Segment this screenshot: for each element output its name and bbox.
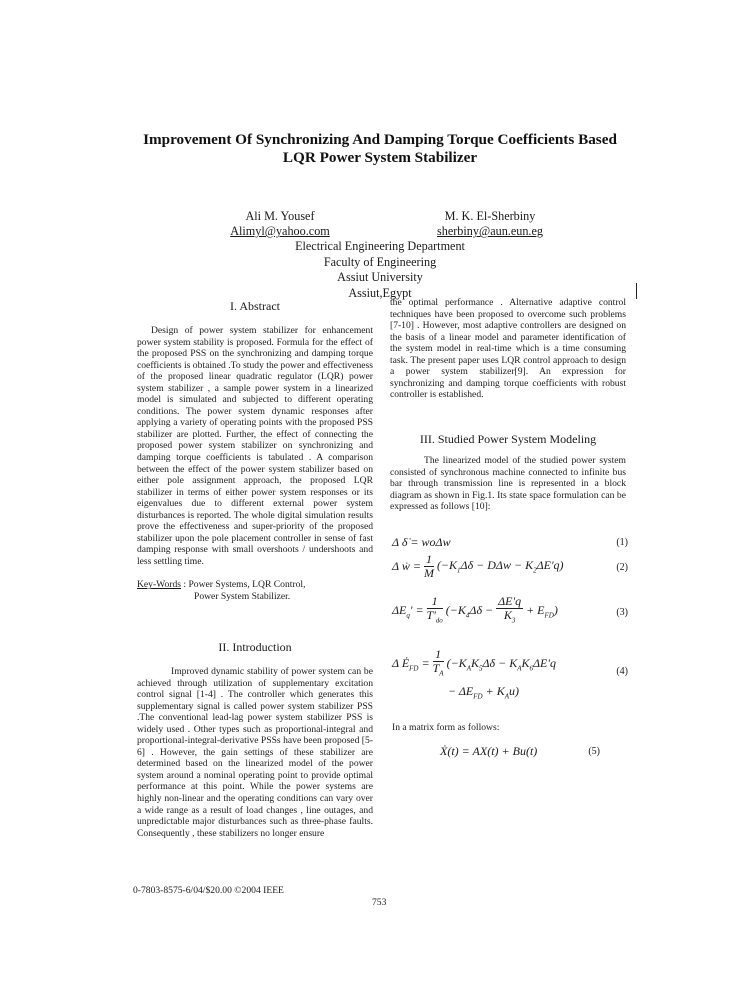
- equation-number: (2): [616, 562, 628, 573]
- abstract-section: [137, 299, 373, 603]
- paper-title: [100, 131, 660, 167]
- equation-number: (5): [588, 746, 600, 757]
- keywords-line-2: Power System Stabilizer.: [194, 591, 291, 603]
- equation-1: Δ δ̇ = woΔw (1): [392, 535, 628, 549]
- introduction-continued: [390, 297, 626, 401]
- modeling-text: The linearized model of the studied power system consisted of synchronous machine connected to infinite bus bar through transmission line is represented in a block diagram as shown in Fig.1. Its state space formulation can be expressed as follows [10]:: [390, 455, 626, 513]
- equation-3: $\Delta E_q'$ = $\frac{1}{T'_{do}}$ ($-K_4\Delta\delta$ − $\frac{\Delta E'q}{K_3}$ + $E_{FD}$) (3): [392, 594, 628, 625]
- equation-number: (1): [616, 537, 628, 548]
- copyright-notice: 0-7803-8575-6/04/$20.00 ©2004 IEEE: [133, 885, 284, 896]
- equation-4: Δ $Ė_{FD}$ = $\frac{1}{T_A}$ ($-K_AK_5\Delta\delta - K_AK_6\Delta E'q$ − $\Delta E_{FD} + K_Au$) (4): [392, 647, 628, 701]
- page-number: 753: [372, 897, 387, 908]
- keywords: [137, 579, 373, 602]
- author-2: [420, 209, 560, 239]
- introduction-text-right: the optimal performance . Alternative adaptive control techniques have been proposed to overcome such problems [7-10] . However, most adaptive controllers are designed on the basis of a linear model and parameter identification of the system model in real-time which is a time consuming task. The present paper uses LQR control approach to design a power system stabilizer[9]. An expression for synchronizing and damping torque coefficients with robust controller is established.: [390, 297, 626, 401]
- modeling-heading: III. Studied Power System Modeling: [419, 432, 597, 446]
- abstract-heading: I. Abstract: [230, 299, 280, 313]
- author-email[interactable]: sherbiny@aun.eun.eg: [437, 224, 543, 238]
- affiliation-university: Assiut University: [337, 270, 423, 284]
- author-name: Ali M. Yousef: [245, 209, 315, 223]
- author-1: [220, 209, 340, 239]
- keywords-line-1: : Power Systems, LQR Control,: [183, 579, 306, 591]
- title-line-1: Improvement Of Synchronizing And Damping Torque Coefficients Based: [143, 131, 617, 148]
- matrix-intro: In a matrix form as follows:: [392, 722, 500, 733]
- affiliation-department: Electrical Engineering Department: [295, 239, 465, 253]
- affiliation-faculty: Faculty of Engineering: [323, 254, 437, 269]
- title-line-2: LQR Power System Stabilizer: [282, 149, 478, 166]
- modeling-section: [390, 432, 626, 513]
- introduction-section: [137, 640, 373, 839]
- introduction-text-left: Improved dynamic stability of power system can be achieved through utilization of supplementary excitation control signal [1-4] . The controller which generates this supplementary signal is called power system stabilizer PSS .The conventional lead-lag power system stabilizer PSS is widely used . Other types such as proportional-integral and proportional-integral-derivative PSSs have been proposed [5-6] . However, the gain settings of these stabilizer are determined based on the linearized model of the power system around a nominal operating point to provide optimal performance at this point. While the power systems are highly non-linear and the operating conditions can vary over a wide range as a result of load changes , line outages, and unpredictable major disturbances such as three-phase faults. Consequently , these stabilizers no longer ensure: [137, 666, 373, 839]
- keywords-label: Key-Words: [137, 579, 181, 591]
- equation-5: Ẋ(t) = AX(t) + Bu(t) (5): [440, 744, 600, 758]
- author-name: M. K. El-Sherbiny: [444, 209, 536, 223]
- equation-number: (3): [616, 607, 628, 618]
- abstract-text: Design of power system stabilizer for enhancement power system stability is proposed. Formula for the effect of the proposed PSS on the synchronizing and damping torque coefficients is obtained .To study the power and effectiveness of the proposed linear quadratic regulator (LQR) power system stabilizer , a sample power system in a linearized model is simulated and subjected to different operating conditions. The power system dynamic responses after applying a variety of operating points with the proposed PSS stabilizer are plotted. Further, the effect of connecting the proposed power system stabilizer on synchronizing and damping torque coefficients is tabulated . A comparison between the effect of the power system stabilizer based on either pole assignment approach, the proposed LQR stabilizer in terms of either power system responses or its eigenvalues due to different external power system disturbances is reported. The whole digital simulation results prove the effectiveness and super-priority of the proposed stabilizer upon the pole placement controller in sense of fast damping response with small overshoots / undershoots and less settling time.: [137, 325, 373, 567]
- affiliation-location: Assiut,Egypt: [348, 285, 412, 300]
- equation-number: (4): [616, 666, 628, 677]
- affiliation: [180, 239, 580, 301]
- equation-2: Δ ẇ = $\frac{1}{M}$ $(-K_1\Delta\delta - D\Delta w - K_2\Delta E'q)$ (2): [392, 552, 628, 580]
- author-email[interactable]: Alimyl@yahoo.com: [230, 224, 330, 238]
- margin-mark: [636, 283, 637, 299]
- introduction-heading: II. Introduction: [218, 640, 292, 654]
